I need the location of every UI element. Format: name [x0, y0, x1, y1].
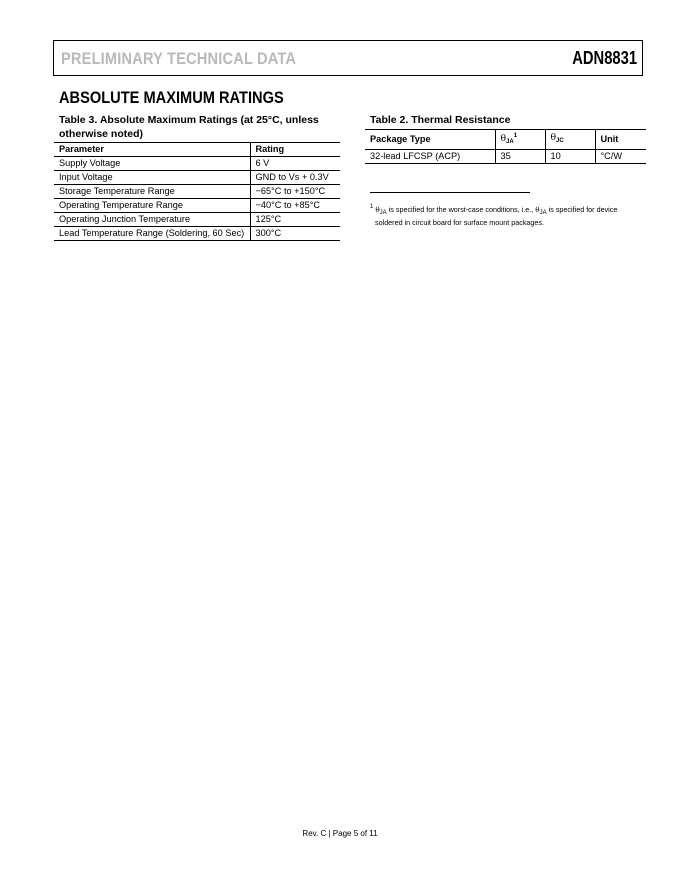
- theta-symbol: θ: [535, 205, 540, 214]
- page-header: [53, 40, 643, 76]
- column-header-rating: Rating: [250, 143, 340, 157]
- package-type-cell: 32-lead LFCSP (ACP): [365, 150, 495, 164]
- table-row: [54, 213, 340, 227]
- theta-ja-subscript: JA: [539, 210, 547, 216]
- table-header-row: [54, 143, 340, 157]
- table-row: [365, 150, 646, 164]
- header-left-title: PRELIMINARY TECHNICAL DATA: [61, 49, 297, 68]
- column-header-theta-jc: [545, 130, 595, 150]
- theta-symbol: θ: [375, 205, 380, 214]
- theta-jc-subscript: JC: [556, 138, 564, 144]
- rating-cell: 6 V: [250, 157, 340, 171]
- parameter-cell: Supply Voltage: [54, 157, 250, 171]
- table-row: [54, 185, 340, 199]
- page-footer: Rev. C | Page 5 of 11: [302, 829, 378, 838]
- absolute-max-ratings-table: [54, 142, 340, 241]
- parameter-cell: Lead Temperature Range (Soldering, 60 Sec): [54, 227, 250, 241]
- parameter-cell: Operating Temperature Range: [54, 199, 250, 213]
- theta-ja-subscript: JA: [506, 139, 514, 145]
- theta-jc-cell: 10: [545, 150, 595, 164]
- rating-cell: −40°C to +85°C: [250, 199, 340, 213]
- footnote-marker: 1: [513, 133, 518, 139]
- rating-cell: −65°C to +150°C: [250, 185, 340, 199]
- rating-cell: 300°C: [250, 227, 340, 241]
- column-header-theta-ja: [495, 130, 545, 150]
- theta-ja-cell: 35: [495, 150, 545, 164]
- theta-symbol: θ: [550, 132, 557, 143]
- footnote-line-1: [370, 202, 645, 218]
- table3-caption: Table 3. Absolute Maximum Ratings (at 25°C, unless otherwise noted): [59, 114, 319, 140]
- parameter-cell: Operating Junction Temperature: [54, 213, 250, 227]
- footnote-text-a: is specified for the worst-case conditions, i.e.,: [386, 205, 536, 214]
- thermal-resistance-table: [365, 129, 646, 164]
- rating-cell: 125°C: [250, 213, 340, 227]
- column-header-parameter: Parameter: [54, 143, 250, 157]
- theta-ja-subscript: JA: [379, 210, 387, 216]
- footnote-divider: [370, 192, 530, 193]
- column-header-unit: Unit: [595, 130, 646, 150]
- rating-cell: GND to Vs + 0.3V: [250, 171, 340, 185]
- footnote-text-b: is specified for device: [546, 205, 618, 214]
- table-row: [54, 171, 340, 185]
- parameter-cell: Input Voltage: [54, 171, 250, 185]
- footnote-marker: 1: [370, 204, 374, 210]
- header-part-number: ADN8831: [572, 48, 637, 68]
- table-row: [54, 227, 340, 241]
- column-header-package-type: Package Type: [365, 130, 495, 150]
- table2-caption: Table 2. Thermal Resistance: [370, 114, 511, 126]
- footnote-line-2: soldered in circuit board for surface mount packages.: [375, 218, 544, 227]
- theta-symbol: θ: [500, 133, 507, 144]
- parameter-cell: Storage Temperature Range: [54, 185, 250, 199]
- table-row: [54, 199, 340, 213]
- unit-cell: °C/W: [595, 150, 646, 164]
- section-title: ABSOLUTE MAXIMUM RATINGS: [59, 88, 284, 107]
- footnote: [370, 202, 645, 228]
- table-header-row: [365, 130, 646, 150]
- table-row: [54, 157, 340, 171]
